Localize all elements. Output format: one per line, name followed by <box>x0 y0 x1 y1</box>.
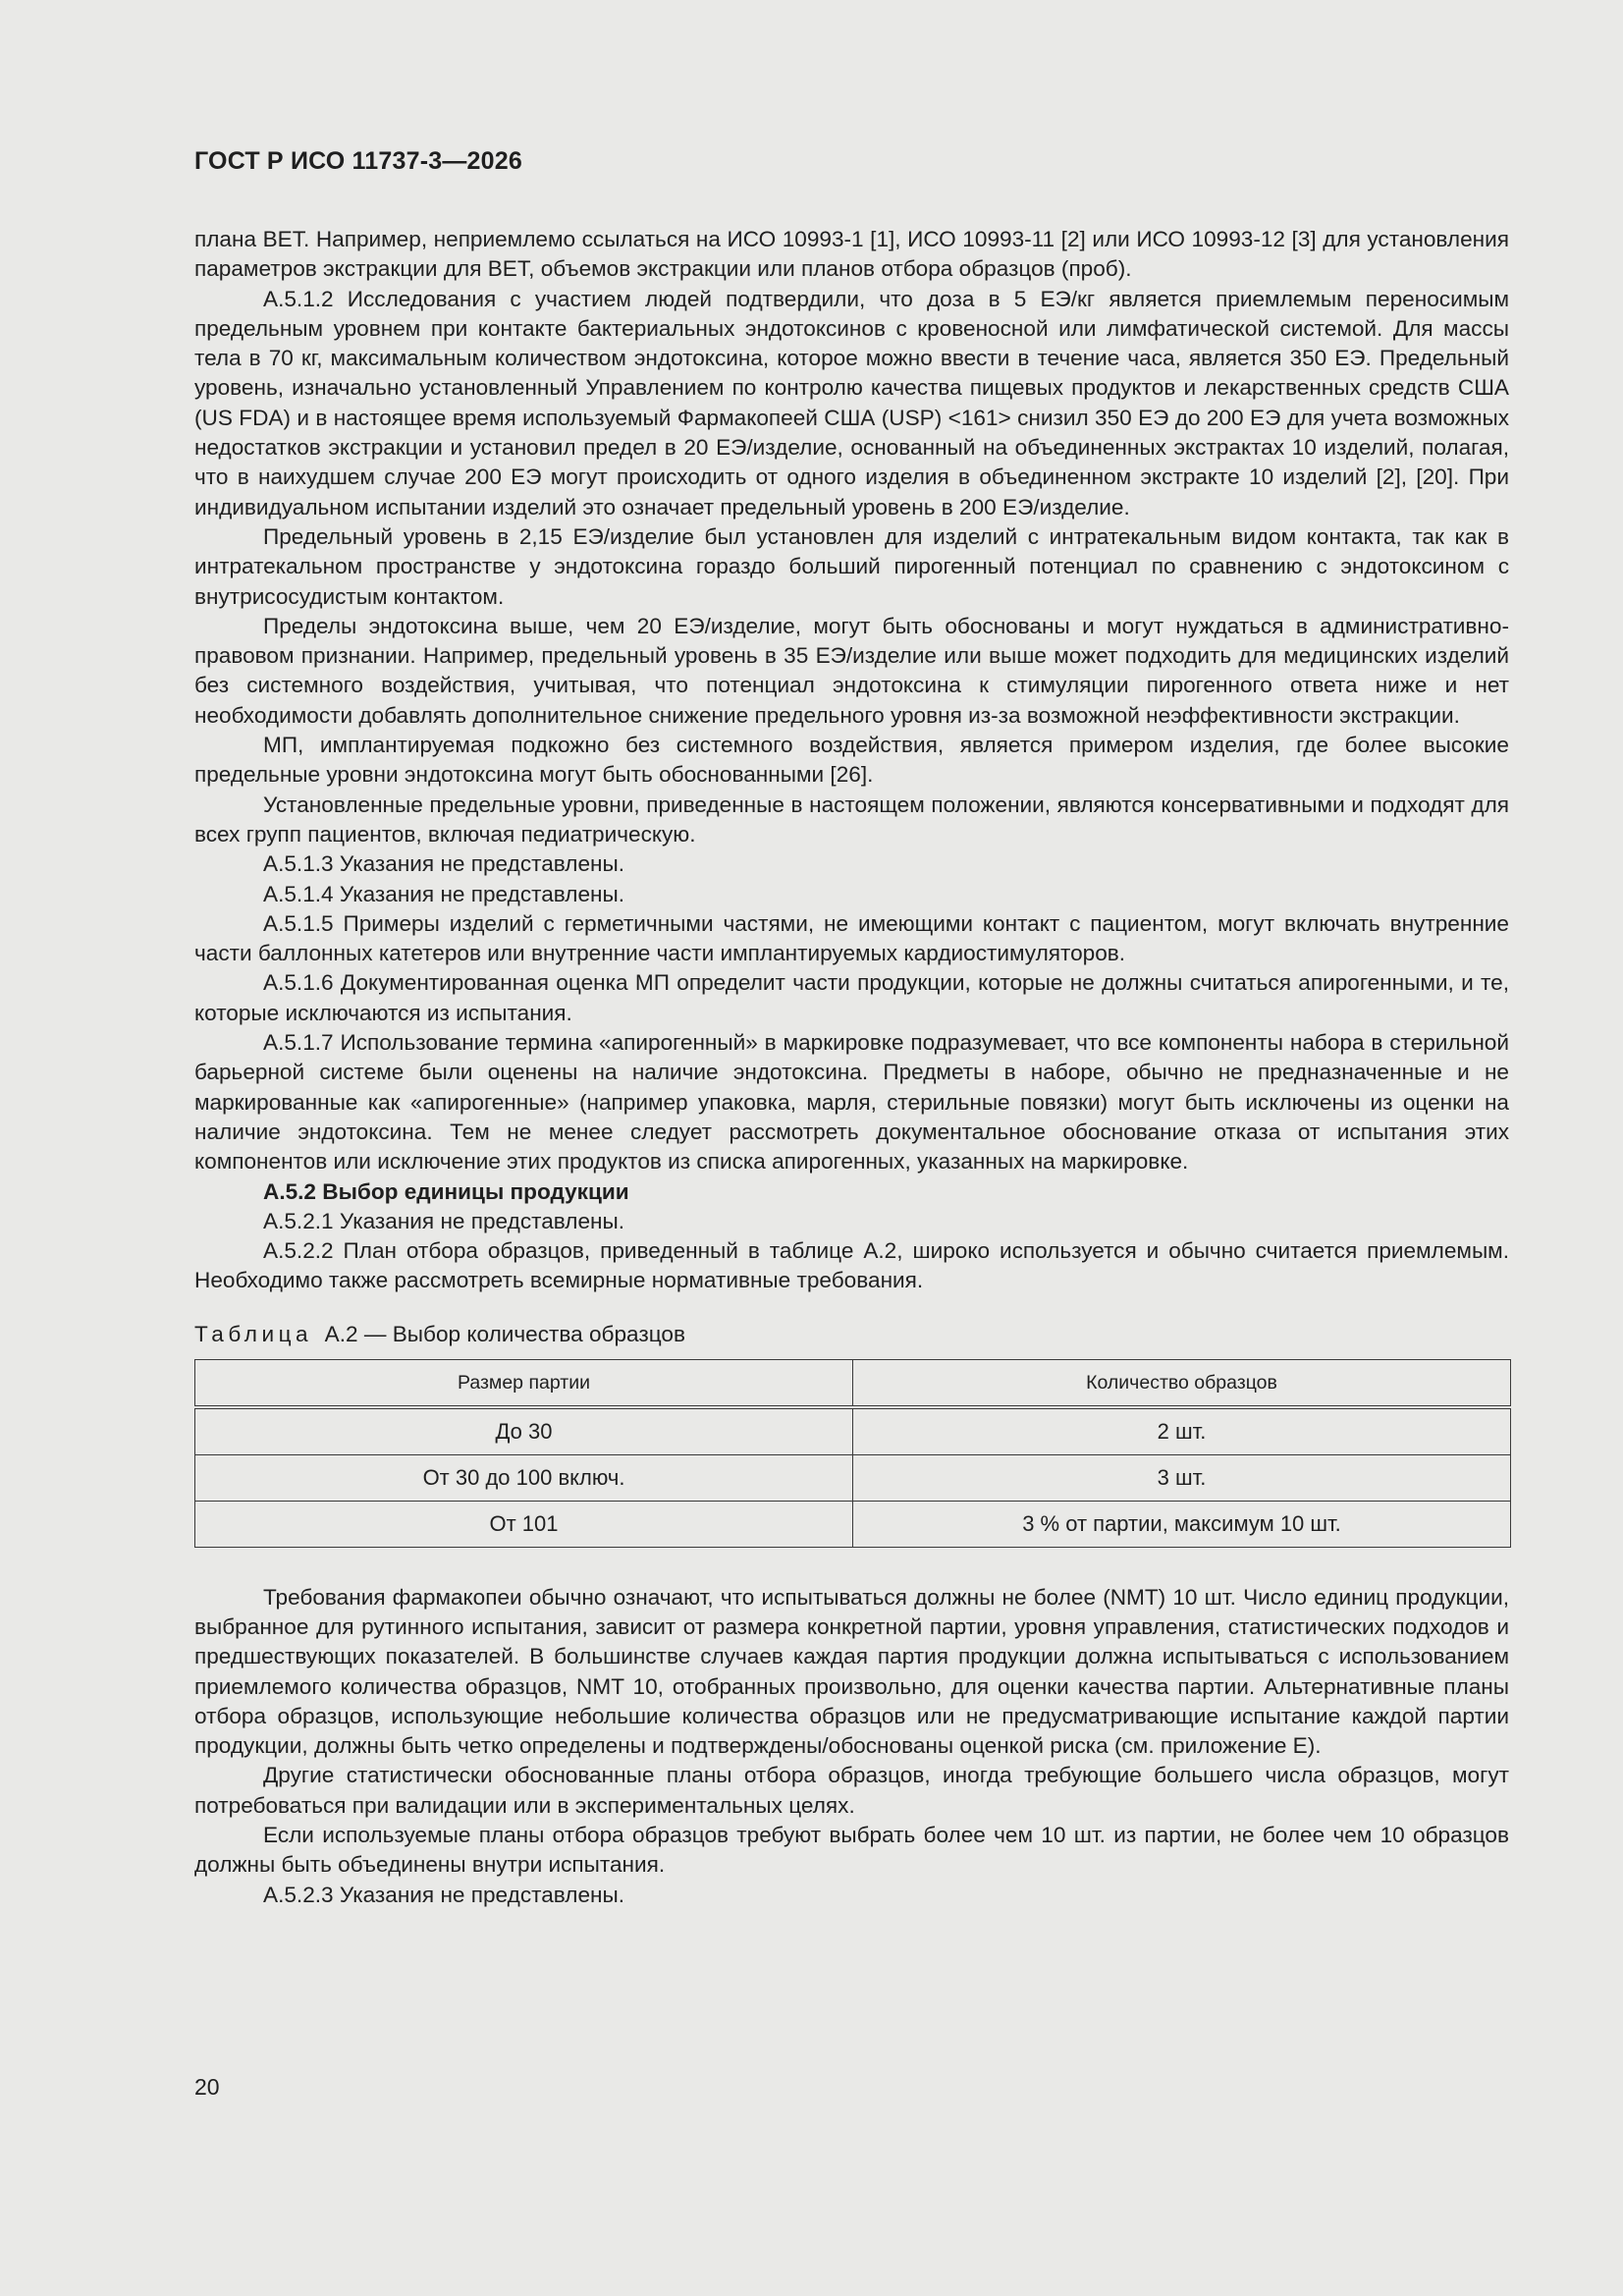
page-body <box>194 225 1509 1910</box>
document-header: ГОСТ Р ИСО 11737-3—2026 <box>194 147 522 175</box>
paragraph: МП, имплантируемая подкожно без системного воздействия, является примером изделия, где более высокие предельные уровни эндотоксина могут быть обоснованными [26]. <box>194 733 1509 788</box>
column-header-batch-size: Размер партии <box>195 1359 853 1407</box>
paragraph: Требования фармакопеи обычно означают, что испытываться должны не более (NMT) 10 шт. Число единиц продукции, выбранное для рутинного испытания, зависит от размера конкретной партии, уровня управления, статистических подходов и предшествующих показателей. В большинстве случаев каждая партия продукции должна испытываться с использованием приемлемого количества образцов, NMT 10, отобранных произвольно, для оценки качества партии. Альтернативные планы отбора образцов, использующие небольшие количества образцов или не предусматривающие испытание каждой партии продукции, должны быть четко определены и подтверждены/обоснованы оценкой риска (см. приложение Е). <box>194 1584 1509 1759</box>
table-cell: От 101 <box>195 1501 853 1547</box>
paragraph: Предельный уровень в 2,15 ЕЭ/изделие был установлен для изделий с интратекальным видом контакта, так как в интратекальном пространстве у эндотоксина гораздо больший пирогенный потенциал по сравнению с эндотоксином с внутрисосудистым контактом. <box>194 523 1509 609</box>
section-after-table <box>194 1583 1509 1910</box>
table-caption <box>194 1320 1509 1349</box>
section-before-table <box>194 225 1509 1296</box>
paragraph: А.5.1.7 Использование термина «апирогенный» в маркировке подразумевает, что все компоненты набора в стерильной барьерной системе были оценены на наличие эндотоксина. Предметы в наборе, обычно не предназначенные и не маркированные как «апирогенные» (например упаковка, марля, стерильные повязки) могут быть исключены из оценки на наличие эндотоксина. Тем не менее следует рассмотреть документальное обоснование отказа от испытания этих компонентов или исключение этих продуктов из списка апирогенных, указанных на маркировке. <box>194 1030 1509 1175</box>
paragraph: А.5.1.4 Указания не представлены. <box>263 881 624 906</box>
sample-size-table <box>194 1359 1511 1548</box>
table-caption-title: А.2 — Выбор количества образцов <box>324 1321 685 1346</box>
paragraph: А.5.1.2 Исследования с участием людей подтвердили, что доза в 5 ЕЭ/кг является приемлемым переносимым предельным уровнем при контакте бактериальных эндотоксинов с кровеносной или лимфатической системой. Для массы тела в 70 кг, максимальным количеством эндотоксина, которое можно ввести в течение часа, является 350 ЕЭ. Предельный уровень, изначально установленный Управлением по контролю качества пищевых продуктов и лекарственных средств США (US FDA) и в настоящее время используемый Фармакопеей США (USP) <161> снизил 350 ЕЭ до 200 ЕЭ для учета возможных недостатков экстракции и установил предел в 20 ЕЭ/изделие, основанный на объединенных экстрактах 10 изделий, полагая, что в наихудшем случае 200 ЕЭ могут происходить от одного изделия в объединенном экстракте 10 изделий [2], [20]. При индивидуальном испытании изделий это означает предельный уровень в 200 ЕЭ/изделие. <box>194 286 1509 519</box>
table-header-row <box>195 1359 1511 1407</box>
paragraph: Если используемые планы отбора образцов требуют выбрать более чем 10 шт. из партии, не более чем 10 образцов должны быть объединены внутри испытания. <box>194 1823 1509 1878</box>
paragraph: А.5.2.1 Указания не представлены. <box>263 1208 624 1233</box>
page-number: 20 <box>194 2074 220 2100</box>
table-cell: 2 шт. <box>853 1407 1511 1455</box>
table-cell: До 30 <box>195 1407 853 1455</box>
paragraph: Другие статистически обоснованные планы отбора образцов, иногда требующие большего числа образцов, могут потребоваться при валидации или в экспериментальных целях. <box>194 1763 1509 1818</box>
paragraph: плана BET. Например, неприемлемо ссылаться на ИСО 10993-1 [1], ИСО 10993-11 [2] или ИСО 10993-12 [3] для установления параметров экстракции для BET, объемов экстракции или планов отбора образцов (проб). <box>194 227 1509 282</box>
table-cell: От 30 до 100 включ. <box>195 1454 853 1501</box>
paragraph: А.5.2.3 Указания не представлены. <box>263 1882 624 1907</box>
table-row <box>195 1407 1511 1455</box>
table-caption-label: Таблица <box>194 1321 313 1346</box>
section-heading: А.5.2 Выбор единицы продукции <box>263 1178 629 1204</box>
paragraph: А.5.1.5 Примеры изделий с герметичными частями, не имеющими контакт с пациентом, могут включать внутренние части баллонных катетеров или внутренние части имплантируемых кардиостимуляторов. <box>194 910 1509 966</box>
column-header-sample-count: Количество образцов <box>853 1359 1511 1407</box>
paragraph: Пределы эндотоксина выше, чем 20 ЕЭ/изделие, могут быть обоснованы и могут нуждаться в административно-правовом признании. Например, предельный уровень в 35 ЕЭ/изделие или выше может подходить для медицинских изделий без системного воздействия, учитывая, что потенциал эндотоксина к стимуляции пирогенного ответа ниже и нет необходимости добавлять дополнительное снижение предельного уровня из-за возможной неэффективности экстракции. <box>194 613 1509 728</box>
table-row <box>195 1454 1511 1501</box>
table-cell: 3 % от партии, максимум 10 шт. <box>853 1501 1511 1547</box>
table-cell: 3 шт. <box>853 1454 1511 1501</box>
paragraph: А.5.2.2 План отбора образцов, приведенный в таблице А.2, широко используется и обычно считается приемлемым. Необходимо также рассмотреть всемирные нормативные требования. <box>194 1238 1509 1293</box>
paragraph: Установленные предельные уровни, приведенные в настоящем положении, являются консервативными и подходят для всех групп пациентов, включая педиатрическую. <box>194 792 1509 847</box>
paragraph: А.5.1.6 Документированная оценка МП определит части продукции, которые не должны считаться апирогенными, и те, которые исключаются из испытания. <box>194 970 1509 1025</box>
paragraph: А.5.1.3 Указания не представлены. <box>263 851 624 877</box>
table-row <box>195 1501 1511 1547</box>
